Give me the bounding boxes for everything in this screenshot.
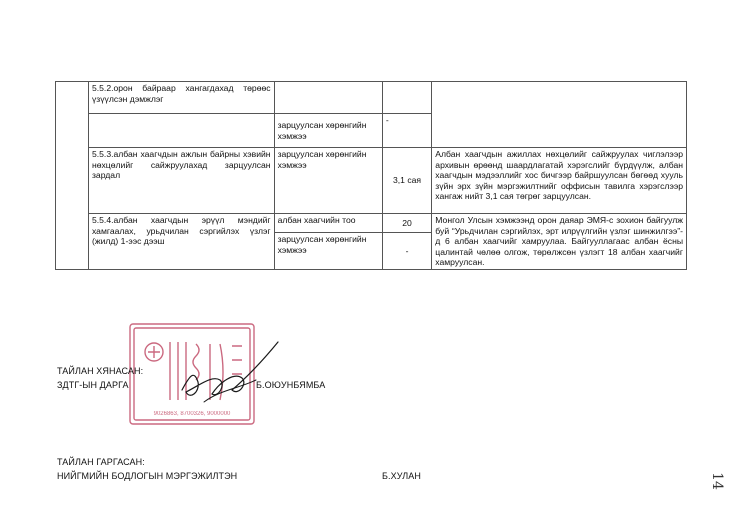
row-5-5-2-label: 5.5.2.орон байраар хангагдахад төрөөс үзүүлсэн дэмжлэг — [88, 82, 274, 114]
prepared-title: ТАЙЛАН ГАРГАСАН: — [57, 457, 145, 467]
table-row — [56, 214, 687, 233]
handwritten-signature — [160, 330, 300, 425]
row-5-5-2-indicator: зарцуулсан хөрөнгийн хэмжээ — [274, 114, 382, 148]
row-5-5-3-note: Албан хаагчдын ажиллах нөхцөлийг сайжруулах чиглэлээр архивын өрөөнд шаардлагатай хэрэгслийг бүрдүүлж, албан хаагчдын мэдээллийг хос бичгээр байршуулсан бөгөөд хууль зүйн эрх зүйн мэргэжилтнийг оффисын тавилга хэрэгслээр хангаж нийт 3,1 сая төгрөг зарцуулсан. — [432, 148, 687, 214]
table-row — [56, 148, 687, 214]
reviewed-position: ЗДТГ-ЫН ДАРГА — [57, 380, 129, 390]
row-5-5-3-value: 3,1 сая — [382, 148, 431, 214]
empty-index-cell — [56, 82, 89, 270]
row-5-5-3-indicator: зарцуулсан хөрөнгийн хэмжээ — [274, 148, 382, 214]
row-5-5-4-value-1: 20 — [382, 214, 431, 233]
empty-cell — [274, 82, 382, 114]
empty-cell — [382, 82, 431, 114]
report-table — [55, 81, 687, 270]
row-5-5-4-label: 5.5.4.албан хаагчдын эрүүл мэндийг хамгаалах, урьдчилан сэргийлэх үзлэг (жилд) 1-ээс дээш — [88, 214, 274, 270]
prepared-position: НИЙГМИЙН БОДЛОГЫН МЭРГЭЖИЛТЭН — [57, 471, 238, 481]
reviewed-name: Б.ОЮУНБЯМБА — [256, 380, 326, 390]
prepared-name: Б.ХУЛАН — [382, 471, 421, 481]
empty-note-cell — [432, 82, 687, 148]
reviewed-title: ТАЙЛАН ХЯНАСАН: — [57, 366, 144, 376]
row-5-5-4-indicator-1: албан хаагчийн тоо — [274, 214, 382, 233]
row-5-5-3-label: 5.5.3.албан хаагчдын ажлын байрны хэвийн нөхцөлийг сайжруулахад зарцуулсан зардал — [88, 148, 274, 214]
stamp-number: 9026863, 8700326, 9000000 — [153, 411, 231, 417]
table-row — [56, 82, 687, 114]
row-5-5-4-value-2: - — [382, 233, 431, 270]
page-number: 14 — [708, 472, 725, 490]
empty-cell — [88, 114, 274, 148]
row-5-5-4-indicator-2: зарцуулсан хөрөнгийн хэмжээ — [274, 233, 382, 270]
row-5-5-4-note: Монгол Улсын хэмжээнд орон даяар ЭМЯ-с зохион байгуулж буй “Урьдчилан сэргийлэх, эрт илрүүлгийн үзлэг шинжилгээ”-д 6 албан хаагчийг хамруулаа. Байгууллагаас албан ёсны цалинтай чөлөө олгож, төрөлжсөн үзлэгт 18 албан хаагчийг хамруулсан. — [432, 214, 687, 270]
row-5-5-2-value: - — [382, 114, 431, 148]
